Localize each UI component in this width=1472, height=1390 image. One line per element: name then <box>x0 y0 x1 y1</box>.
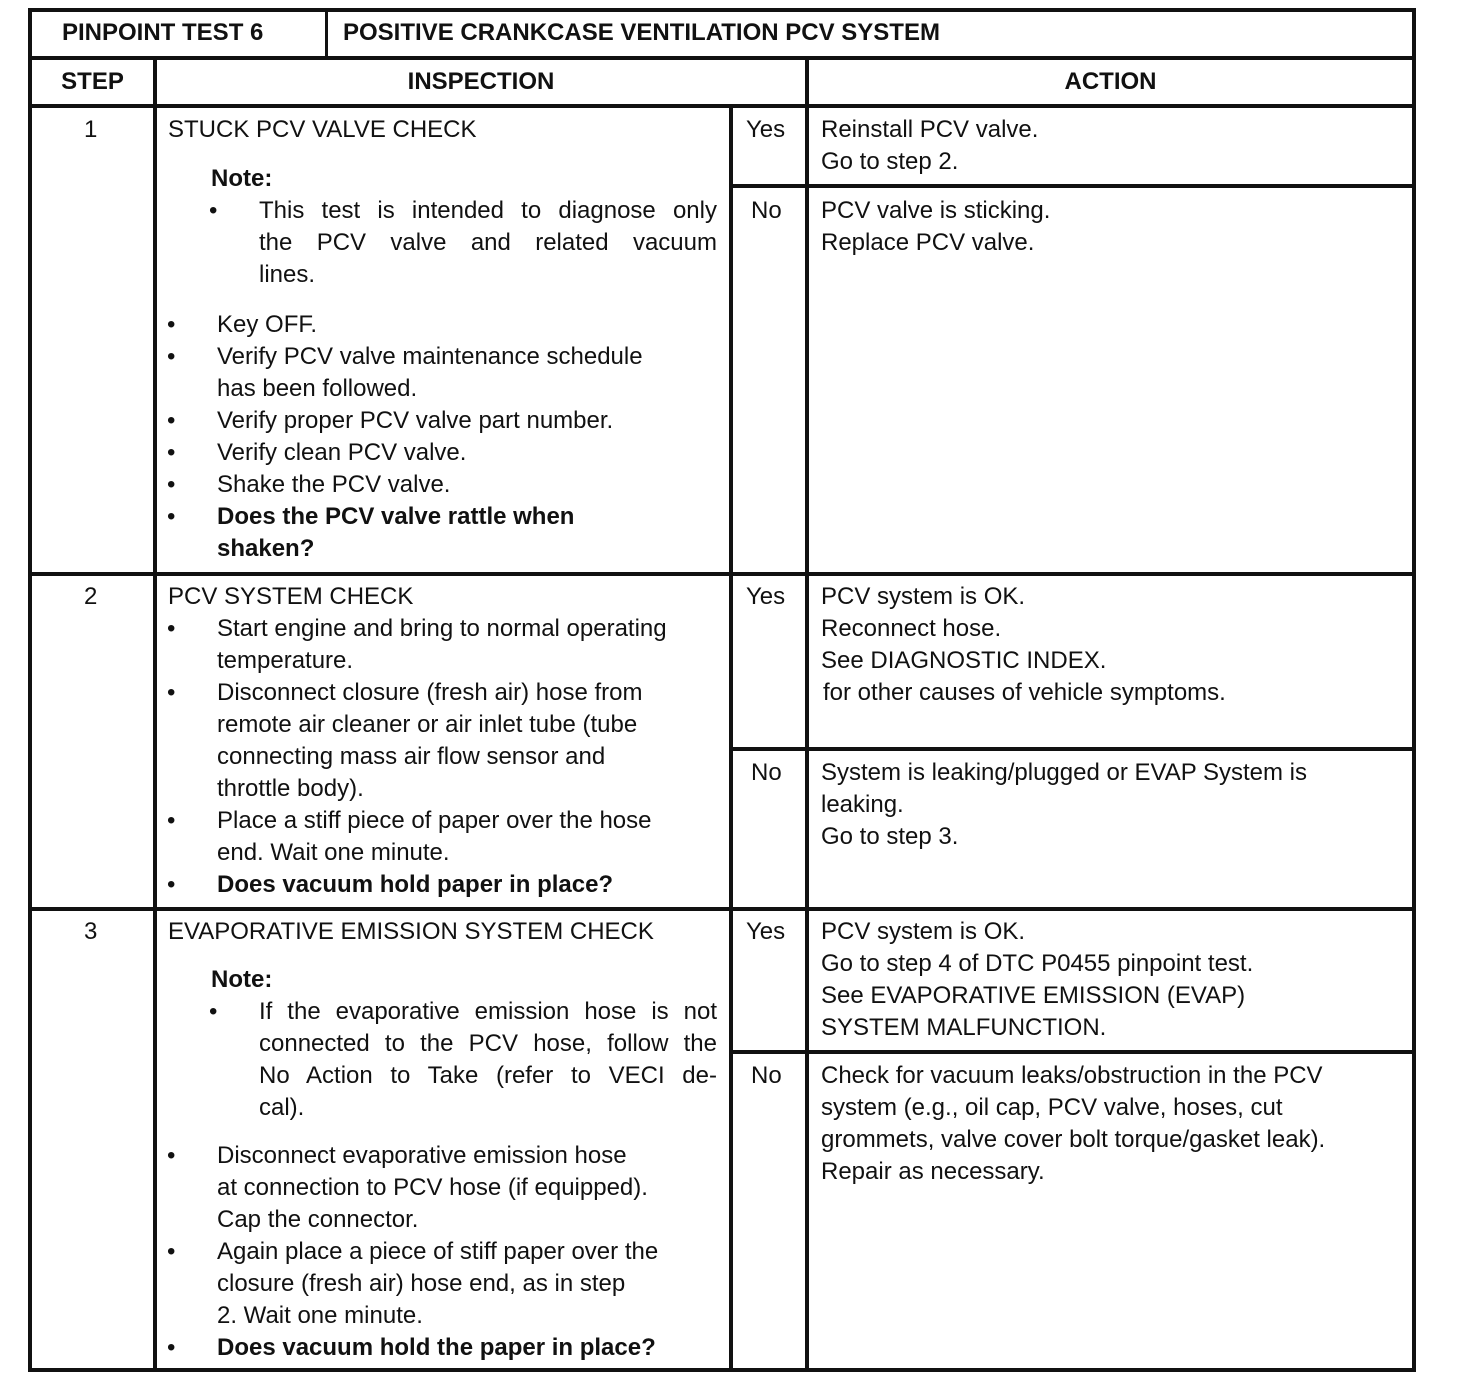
no-action: System is leaking/plugged or EVAP System is leaking. Go to step 3. <box>821 759 1307 850</box>
bullet-icon: • <box>167 1142 176 1169</box>
rule-title-divider <box>325 8 328 58</box>
list-item: Disconnect closure (fresh air) hose from remote air cleaner or air inlet tube (tube connecting mass air flow sensor and throttle body). <box>217 679 643 802</box>
bullet-icon: • <box>167 311 176 338</box>
list-item: Key OFF. <box>217 311 318 338</box>
rule-yes-no-row2 <box>730 747 1416 751</box>
bullet-icon: • <box>167 679 176 706</box>
step-number: 3 <box>84 918 98 945</box>
note-label: Note: <box>211 966 273 993</box>
step-heading: STUCK PCV VALVE CHECK <box>168 116 477 143</box>
rule-title-bottom <box>28 56 1416 60</box>
rule-step-column <box>153 56 157 1372</box>
bullet-icon: • <box>167 439 176 466</box>
note-text: This test is intended to diagnose only the PCV valve and related vacuum lines. <box>259 197 717 288</box>
bullet-icon: • <box>209 197 218 224</box>
bullet-icon: • <box>167 871 176 898</box>
bullet-icon: • <box>167 407 176 434</box>
no-action: PCV valve is sticking. Replace PCV valve. <box>821 197 1051 256</box>
yes-action: PCV system is OK. Go to step 4 of DTC P0455 pinpoint test. See EVAPORATIVE EMISSION (EVAP) SYSTEM MALFUNCTION. <box>821 918 1254 1041</box>
list-item: Verify PCV valve maintenance schedule has been followed. <box>217 343 643 402</box>
rule-yes-no-row3 <box>730 1050 1416 1054</box>
rule-yes-no-row1 <box>730 184 1416 188</box>
bullet-icon: • <box>167 1334 176 1361</box>
step-number: 2 <box>84 583 98 610</box>
no-label: No <box>751 1062 782 1089</box>
title-description: POSITIVE CRANKCASE VENTILATION PCV SYSTEM <box>343 19 940 46</box>
note-label: Note: <box>211 165 273 192</box>
question-item: Does vacuum hold the paper in place? <box>217 1334 656 1361</box>
header-step: STEP <box>61 68 124 95</box>
rule-header-bottom <box>28 104 1416 108</box>
list-item: Disconnect evaporative emission hose at connection to PCV hose (if equipped). Cap the connector. <box>217 1142 648 1233</box>
bullet-icon: • <box>209 998 218 1025</box>
bullet-icon: • <box>167 343 176 370</box>
bullet-icon: • <box>167 807 176 834</box>
rule-action-column <box>805 56 809 1372</box>
header-action: ACTION <box>1064 68 1157 95</box>
rule-row1-bottom <box>28 572 1416 576</box>
step-number: 1 <box>84 116 98 143</box>
bullet-icon: • <box>167 471 176 498</box>
yes-label: Yes <box>746 116 786 143</box>
bullet-icon: • <box>167 1238 176 1265</box>
list-item: Start engine and bring to normal operating temperature. <box>217 615 667 674</box>
no-action: Check for vacuum leaks/obstruction in the PCV system (e.g., oil cap, PCV valve, hoses, cut grommets, valve cover bolt torque/gasket leak). Repair as necessary. <box>821 1062 1326 1185</box>
question-item: Does the PCV valve rattle when shaken? <box>217 503 575 562</box>
list-item: Shake the PCV valve. <box>217 471 451 498</box>
bullet-icon: • <box>167 615 176 642</box>
no-label: No <box>751 197 782 224</box>
rule-yesno-column <box>729 104 733 1372</box>
step-heading: PCV SYSTEM CHECK <box>168 583 414 610</box>
yes-action: Reinstall PCV valve. Go to step 2. <box>821 116 1039 175</box>
yes-action: PCV system is OK. Reconnect hose. See DIAGNOSTIC INDEX. for other causes of vehicle symptoms. <box>821 583 1226 706</box>
bullet-icon: • <box>167 503 176 530</box>
yes-label: Yes <box>746 583 786 610</box>
no-label: No <box>751 759 782 786</box>
list-item: Verify proper PCV valve part number. <box>217 407 614 434</box>
note-text: If the evaporative emission hose is not connected to the PCV hose, follow the No Action to Take (refer to VECI de- cal). <box>259 998 717 1121</box>
list-item: Place a stiff piece of paper over the hose end. Wait one minute. <box>217 807 652 866</box>
list-item: Again place a piece of stiff paper over the closure (fresh air) hose end, as in step 2. Wait one minute. <box>217 1238 659 1329</box>
list-item: Verify clean PCV valve. <box>217 439 467 466</box>
step-heading: EVAPORATIVE EMISSION SYSTEM CHECK <box>168 918 654 945</box>
question-item: Does vacuum hold paper in place? <box>217 871 614 898</box>
yes-label: Yes <box>746 918 786 945</box>
header-inspection: INSPECTION <box>407 68 555 95</box>
rule-row2-bottom <box>28 907 1416 911</box>
title-cell: PINPOINT TEST 6 <box>62 19 264 46</box>
